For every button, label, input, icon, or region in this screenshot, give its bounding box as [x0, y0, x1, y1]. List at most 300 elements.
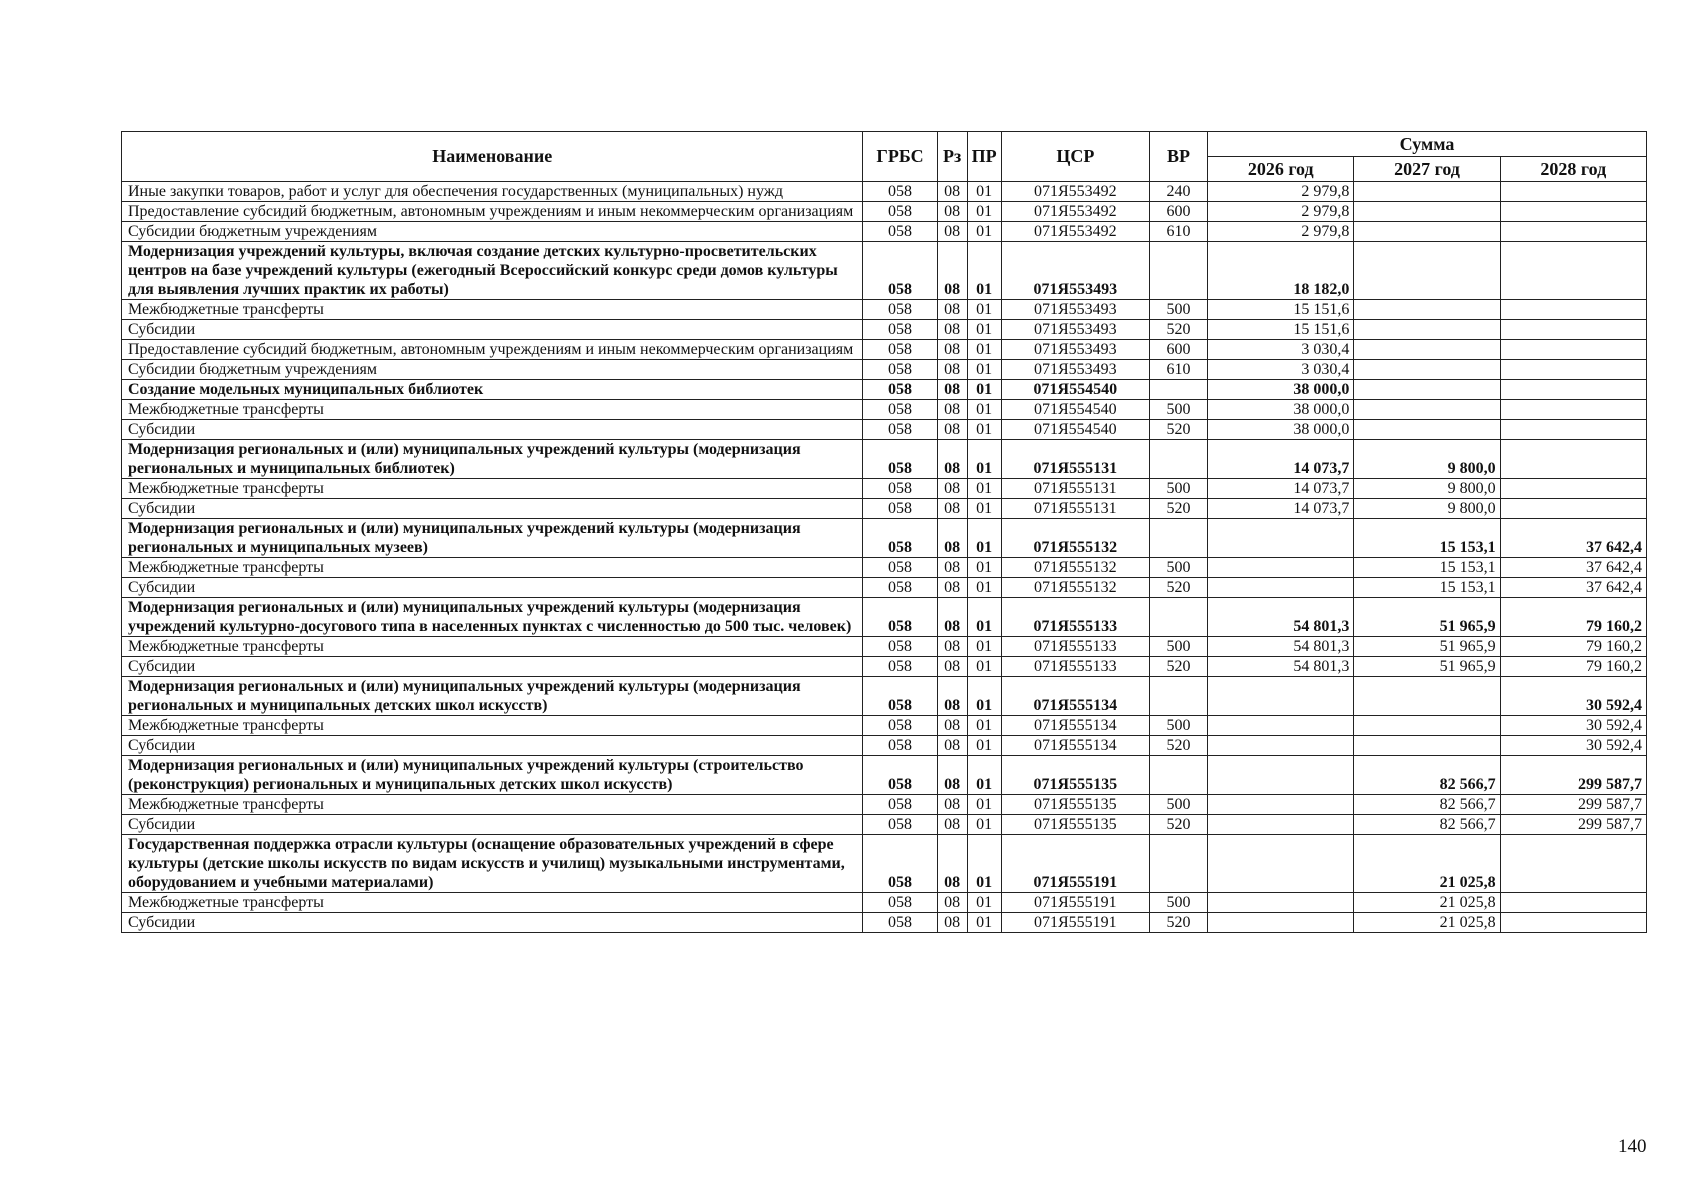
row-csr: 071Я555191	[1001, 893, 1149, 913]
row-rz: 08	[937, 815, 967, 835]
row-name: Модернизация региональных и (или) муниципальных учреждений культуры (модернизация региональных и муниципальных библиотек)	[122, 440, 863, 479]
table-row	[122, 420, 1647, 440]
row-name: Модернизация региональных и (или) муниципальных учреждений культуры (модернизация региональных и муниципальных музеев)	[122, 519, 863, 558]
row-pr: 01	[967, 637, 1001, 657]
row-pr: 01	[967, 835, 1001, 893]
row-vr: 500	[1149, 300, 1207, 320]
row-csr: 071Я555134	[1001, 736, 1149, 756]
row-amount-2028: 30 592,4	[1500, 677, 1646, 716]
row-csr: 071Я555131	[1001, 440, 1149, 479]
row-csr: 071Я555133	[1001, 637, 1149, 657]
row-grbs: 058	[863, 340, 937, 360]
header-year-2026: 2026 год	[1208, 157, 1354, 182]
row-amount-2028	[1500, 182, 1646, 202]
row-grbs: 058	[863, 598, 937, 637]
row-name: Модернизация учреждений культуры, включая создание детских культурно-просветительских центров на базе учреждений культуры (ежегодный Всероссийский конкурс среди домов культуры для выявления лучших практик их работы)	[122, 242, 863, 300]
row-amount-2027: 21 025,8	[1354, 893, 1500, 913]
row-amount-2027: 82 566,7	[1354, 756, 1500, 795]
row-csr: 071Я554540	[1001, 420, 1149, 440]
row-amount-2026: 54 801,3	[1208, 598, 1354, 637]
row-amount-2028: 79 160,2	[1500, 657, 1646, 677]
table-row	[122, 578, 1647, 598]
row-vr	[1149, 756, 1207, 795]
row-pr: 01	[967, 657, 1001, 677]
row-vr: 500	[1149, 716, 1207, 736]
row-pr: 01	[967, 440, 1001, 479]
row-vr: 520	[1149, 736, 1207, 756]
row-amount-2026: 18 182,0	[1208, 242, 1354, 300]
row-pr: 01	[967, 519, 1001, 558]
row-vr	[1149, 835, 1207, 893]
row-grbs: 058	[863, 300, 937, 320]
row-amount-2026	[1208, 716, 1354, 736]
row-vr: 520	[1149, 320, 1207, 340]
row-amount-2026: 15 151,6	[1208, 320, 1354, 340]
row-vr: 500	[1149, 893, 1207, 913]
row-name: Межбюджетные трансферты	[122, 300, 863, 320]
table-row	[122, 300, 1647, 320]
row-rz: 08	[937, 440, 967, 479]
row-amount-2026: 15 151,6	[1208, 300, 1354, 320]
row-csr: 071Я554540	[1001, 380, 1149, 400]
table-row	[122, 756, 1647, 795]
row-amount-2026: 14 073,7	[1208, 479, 1354, 499]
row-grbs: 058	[863, 578, 937, 598]
row-amount-2026	[1208, 756, 1354, 795]
table-row	[122, 320, 1647, 340]
row-name: Субсидии	[122, 420, 863, 440]
table-row	[122, 400, 1647, 420]
row-amount-2026: 54 801,3	[1208, 637, 1354, 657]
header-sum: Сумма	[1208, 132, 1647, 157]
row-amount-2028: 299 587,7	[1500, 815, 1646, 835]
row-grbs: 058	[863, 637, 937, 657]
row-rz: 08	[937, 320, 967, 340]
row-csr: 071Я553493	[1001, 320, 1149, 340]
header-name: Наименование	[122, 132, 863, 182]
row-name: Субсидии бюджетным учреждениям	[122, 222, 863, 242]
row-rz: 08	[937, 893, 967, 913]
row-rz: 08	[937, 380, 967, 400]
row-pr: 01	[967, 202, 1001, 222]
row-pr: 01	[967, 558, 1001, 578]
row-amount-2027: 51 965,9	[1354, 657, 1500, 677]
row-pr: 01	[967, 795, 1001, 815]
row-name: Создание модельных муниципальных библиотек	[122, 380, 863, 400]
row-csr: 071Я555135	[1001, 756, 1149, 795]
row-amount-2028	[1500, 913, 1646, 933]
row-amount-2028: 37 642,4	[1500, 519, 1646, 558]
row-csr: 071Я555132	[1001, 558, 1149, 578]
row-pr: 01	[967, 716, 1001, 736]
row-amount-2028	[1500, 400, 1646, 420]
row-amount-2027	[1354, 380, 1500, 400]
row-amount-2026	[1208, 795, 1354, 815]
row-grbs: 058	[863, 380, 937, 400]
row-name: Субсидии	[122, 815, 863, 835]
header-csr: ЦСР	[1001, 132, 1149, 182]
row-grbs: 058	[863, 202, 937, 222]
row-name: Межбюджетные трансферты	[122, 716, 863, 736]
row-pr: 01	[967, 400, 1001, 420]
row-amount-2028	[1500, 440, 1646, 479]
row-amount-2028	[1500, 300, 1646, 320]
row-pr: 01	[967, 360, 1001, 380]
row-grbs: 058	[863, 716, 937, 736]
row-amount-2027	[1354, 360, 1500, 380]
row-name: Межбюджетные трансферты	[122, 558, 863, 578]
row-amount-2026: 38 000,0	[1208, 400, 1354, 420]
row-amount-2026	[1208, 558, 1354, 578]
row-amount-2026: 38 000,0	[1208, 380, 1354, 400]
row-amount-2026	[1208, 677, 1354, 716]
row-amount-2026	[1208, 835, 1354, 893]
header-pr: ПР	[967, 132, 1001, 182]
row-amount-2027	[1354, 242, 1500, 300]
table-row	[122, 479, 1647, 499]
row-name: Субсидии	[122, 320, 863, 340]
row-amount-2028	[1500, 420, 1646, 440]
row-amount-2027: 15 153,1	[1354, 519, 1500, 558]
row-amount-2027	[1354, 320, 1500, 340]
row-vr	[1149, 677, 1207, 716]
row-vr: 520	[1149, 815, 1207, 835]
table-row	[122, 716, 1647, 736]
row-amount-2028	[1500, 499, 1646, 519]
row-pr: 01	[967, 756, 1001, 795]
row-amount-2027: 82 566,7	[1354, 795, 1500, 815]
row-csr: 071Я555132	[1001, 578, 1149, 598]
row-amount-2026: 2 979,8	[1208, 202, 1354, 222]
row-csr: 071Я555131	[1001, 479, 1149, 499]
table-row	[122, 519, 1647, 558]
table-row	[122, 913, 1647, 933]
row-rz: 08	[937, 637, 967, 657]
row-rz: 08	[937, 913, 967, 933]
row-amount-2028	[1500, 360, 1646, 380]
row-pr: 01	[967, 300, 1001, 320]
row-vr	[1149, 598, 1207, 637]
row-amount-2027: 15 153,1	[1354, 578, 1500, 598]
row-rz: 08	[937, 598, 967, 637]
row-name: Предоставление субсидий бюджетным, автономным учреждениям и иным некоммерческим организациям	[122, 202, 863, 222]
row-pr: 01	[967, 340, 1001, 360]
row-amount-2028	[1500, 893, 1646, 913]
row-grbs: 058	[863, 657, 937, 677]
row-grbs: 058	[863, 795, 937, 815]
row-rz: 08	[937, 519, 967, 558]
row-pr: 01	[967, 598, 1001, 637]
row-rz: 08	[937, 222, 967, 242]
row-amount-2028: 30 592,4	[1500, 716, 1646, 736]
row-grbs: 058	[863, 420, 937, 440]
row-grbs: 058	[863, 320, 937, 340]
row-pr: 01	[967, 736, 1001, 756]
row-rz: 08	[937, 736, 967, 756]
row-amount-2028: 79 160,2	[1500, 637, 1646, 657]
row-name: Субсидии	[122, 578, 863, 598]
row-name: Субсидии	[122, 657, 863, 677]
table-row	[122, 202, 1647, 222]
row-csr: 071Я555134	[1001, 677, 1149, 716]
row-amount-2028	[1500, 222, 1646, 242]
row-csr: 071Я555191	[1001, 913, 1149, 933]
row-amount-2026: 54 801,3	[1208, 657, 1354, 677]
row-amount-2026	[1208, 815, 1354, 835]
row-vr: 610	[1149, 360, 1207, 380]
table-row	[122, 893, 1647, 913]
row-csr: 071Я555131	[1001, 499, 1149, 519]
row-csr: 071Я555134	[1001, 716, 1149, 736]
table-header	[122, 132, 1647, 182]
row-rz: 08	[937, 795, 967, 815]
row-csr: 071Я553493	[1001, 242, 1149, 300]
row-csr: 071Я553493	[1001, 300, 1149, 320]
row-grbs: 058	[863, 222, 937, 242]
row-amount-2028: 37 642,4	[1500, 578, 1646, 598]
header-grbs: ГРБС	[863, 132, 937, 182]
row-grbs: 058	[863, 677, 937, 716]
table-row	[122, 657, 1647, 677]
row-grbs: 058	[863, 242, 937, 300]
row-rz: 08	[937, 499, 967, 519]
row-pr: 01	[967, 578, 1001, 598]
row-amount-2026	[1208, 913, 1354, 933]
header-rz: Рз	[937, 132, 967, 182]
row-vr: 500	[1149, 558, 1207, 578]
row-name: Модернизация региональных и (или) муниципальных учреждений культуры (строительство (реконструкция) региональных и муниципальных детских школ искусств)	[122, 756, 863, 795]
row-grbs: 058	[863, 893, 937, 913]
row-amount-2026: 3 030,4	[1208, 340, 1354, 360]
row-amount-2027	[1354, 420, 1500, 440]
row-amount-2026: 2 979,8	[1208, 182, 1354, 202]
table-row	[122, 736, 1647, 756]
row-vr: 500	[1149, 479, 1207, 499]
row-csr: 071Я553492	[1001, 182, 1149, 202]
header-year-2027: 2027 год	[1354, 157, 1500, 182]
row-name: Межбюджетные трансферты	[122, 893, 863, 913]
row-rz: 08	[937, 340, 967, 360]
row-csr: 071Я555191	[1001, 835, 1149, 893]
row-csr: 071Я555133	[1001, 657, 1149, 677]
table-row	[122, 637, 1647, 657]
header-vr: ВР	[1149, 132, 1207, 182]
row-amount-2026: 2 979,8	[1208, 222, 1354, 242]
row-rz: 08	[937, 242, 967, 300]
row-name: Межбюджетные трансферты	[122, 795, 863, 815]
row-amount-2026: 14 073,7	[1208, 440, 1354, 479]
row-name: Предоставление субсидий бюджетным, автономным учреждениям и иным некоммерческим организациям	[122, 340, 863, 360]
row-grbs: 058	[863, 756, 937, 795]
row-amount-2027: 51 965,9	[1354, 637, 1500, 657]
row-amount-2027: 21 025,8	[1354, 913, 1500, 933]
row-grbs: 058	[863, 400, 937, 420]
row-grbs: 058	[863, 835, 937, 893]
row-grbs: 058	[863, 519, 937, 558]
row-name: Межбюджетные трансферты	[122, 637, 863, 657]
row-name: Государственная поддержка отрасли культуры (оснащение образовательных учреждений в сфере культуры (детские школы искусств по видам искусств и училищ) музыкальными инструментами, оборудованием и учебными материалами)	[122, 835, 863, 893]
row-grbs: 058	[863, 479, 937, 499]
row-rz: 08	[937, 558, 967, 578]
row-grbs: 058	[863, 499, 937, 519]
row-csr: 071Я553492	[1001, 222, 1149, 242]
row-amount-2027: 82 566,7	[1354, 815, 1500, 835]
table-row	[122, 499, 1647, 519]
row-amount-2026	[1208, 519, 1354, 558]
row-vr	[1149, 519, 1207, 558]
row-vr: 610	[1149, 222, 1207, 242]
table-row	[122, 440, 1647, 479]
row-name: Модернизация региональных и (или) муниципальных учреждений культуры (модернизация региональных и муниципальных детских школ искусств)	[122, 677, 863, 716]
row-amount-2028: 37 642,4	[1500, 558, 1646, 578]
row-csr: 071Я555135	[1001, 795, 1149, 815]
row-amount-2027	[1354, 677, 1500, 716]
row-pr: 01	[967, 320, 1001, 340]
row-csr: 071Я555132	[1001, 519, 1149, 558]
table-row	[122, 360, 1647, 380]
row-pr: 01	[967, 893, 1001, 913]
row-amount-2027	[1354, 736, 1500, 756]
row-amount-2028	[1500, 479, 1646, 499]
row-vr: 520	[1149, 499, 1207, 519]
row-amount-2028	[1500, 202, 1646, 222]
row-amount-2026	[1208, 893, 1354, 913]
row-vr: 600	[1149, 340, 1207, 360]
row-rz: 08	[937, 360, 967, 380]
row-rz: 08	[937, 835, 967, 893]
row-pr: 01	[967, 420, 1001, 440]
row-name: Модернизация региональных и (или) муниципальных учреждений культуры (модернизация учреждений культурно-досугового типа в населенных пунктах с численностью до 500 тыс. человек)	[122, 598, 863, 637]
row-amount-2026: 14 073,7	[1208, 499, 1354, 519]
table-row	[122, 380, 1647, 400]
page-number: 140	[1618, 1136, 1647, 1157]
row-csr: 071Я554540	[1001, 400, 1149, 420]
row-amount-2027	[1354, 222, 1500, 242]
row-rz: 08	[937, 202, 967, 222]
row-csr: 071Я553492	[1001, 202, 1149, 222]
row-rz: 08	[937, 756, 967, 795]
row-amount-2028: 79 160,2	[1500, 598, 1646, 637]
row-name: Субсидии бюджетным учреждениям	[122, 360, 863, 380]
row-pr: 01	[967, 222, 1001, 242]
row-pr: 01	[967, 182, 1001, 202]
table-row	[122, 677, 1647, 716]
row-amount-2028	[1500, 380, 1646, 400]
row-vr	[1149, 242, 1207, 300]
row-amount-2027: 9 800,0	[1354, 479, 1500, 499]
row-grbs: 058	[863, 182, 937, 202]
table-row	[122, 340, 1647, 360]
row-amount-2028: 299 587,7	[1500, 795, 1646, 815]
row-vr: 500	[1149, 400, 1207, 420]
row-amount-2026: 38 000,0	[1208, 420, 1354, 440]
row-amount-2027: 15 153,1	[1354, 558, 1500, 578]
table-row	[122, 795, 1647, 815]
row-rz: 08	[937, 657, 967, 677]
row-vr: 520	[1149, 578, 1207, 598]
row-amount-2028	[1500, 340, 1646, 360]
row-name: Субсидии	[122, 913, 863, 933]
row-vr: 600	[1149, 202, 1207, 222]
row-amount-2028	[1500, 835, 1646, 893]
table-row	[122, 598, 1647, 637]
row-name: Межбюджетные трансферты	[122, 400, 863, 420]
row-pr: 01	[967, 815, 1001, 835]
row-vr: 240	[1149, 182, 1207, 202]
table-body	[122, 182, 1647, 933]
row-grbs: 058	[863, 913, 937, 933]
table-row	[122, 242, 1647, 300]
row-csr: 071Я555133	[1001, 598, 1149, 637]
row-pr: 01	[967, 242, 1001, 300]
header-year-2028: 2028 год	[1500, 157, 1646, 182]
row-pr: 01	[967, 499, 1001, 519]
row-amount-2027	[1354, 340, 1500, 360]
row-rz: 08	[937, 578, 967, 598]
row-amount-2026	[1208, 578, 1354, 598]
row-vr	[1149, 380, 1207, 400]
row-amount-2027: 51 965,9	[1354, 598, 1500, 637]
row-amount-2028	[1500, 242, 1646, 300]
row-pr: 01	[967, 380, 1001, 400]
table-row	[122, 182, 1647, 202]
row-pr: 01	[967, 913, 1001, 933]
row-amount-2027	[1354, 202, 1500, 222]
row-name: Иные закупки товаров, работ и услуг для обеспечения государственных (муниципальных) нужд	[122, 182, 863, 202]
row-vr: 500	[1149, 795, 1207, 815]
row-amount-2026: 3 030,4	[1208, 360, 1354, 380]
row-vr: 500	[1149, 637, 1207, 657]
row-rz: 08	[937, 716, 967, 736]
row-amount-2027: 21 025,8	[1354, 835, 1500, 893]
row-amount-2027	[1354, 182, 1500, 202]
row-rz: 08	[937, 479, 967, 499]
row-amount-2027: 9 800,0	[1354, 499, 1500, 519]
row-grbs: 058	[863, 736, 937, 756]
row-vr	[1149, 440, 1207, 479]
row-csr: 071Я555135	[1001, 815, 1149, 835]
row-grbs: 058	[863, 558, 937, 578]
row-vr: 520	[1149, 657, 1207, 677]
row-amount-2026	[1208, 736, 1354, 756]
table-row	[122, 835, 1647, 893]
row-amount-2028	[1500, 320, 1646, 340]
row-amount-2027	[1354, 300, 1500, 320]
row-csr: 071Я553493	[1001, 360, 1149, 380]
row-amount-2027: 9 800,0	[1354, 440, 1500, 479]
table-row	[122, 815, 1647, 835]
row-rz: 08	[937, 182, 967, 202]
row-rz: 08	[937, 677, 967, 716]
row-rz: 08	[937, 420, 967, 440]
budget-table	[121, 131, 1647, 933]
row-name: Субсидии	[122, 499, 863, 519]
row-amount-2028: 30 592,4	[1500, 736, 1646, 756]
row-amount-2027	[1354, 716, 1500, 736]
row-rz: 08	[937, 300, 967, 320]
row-name: Межбюджетные трансферты	[122, 479, 863, 499]
row-grbs: 058	[863, 815, 937, 835]
row-pr: 01	[967, 479, 1001, 499]
row-pr: 01	[967, 677, 1001, 716]
row-grbs: 058	[863, 440, 937, 479]
row-vr: 520	[1149, 913, 1207, 933]
row-vr: 520	[1149, 420, 1207, 440]
table-row	[122, 222, 1647, 242]
table-row	[122, 558, 1647, 578]
row-amount-2027	[1354, 400, 1500, 420]
row-csr: 071Я553493	[1001, 340, 1149, 360]
